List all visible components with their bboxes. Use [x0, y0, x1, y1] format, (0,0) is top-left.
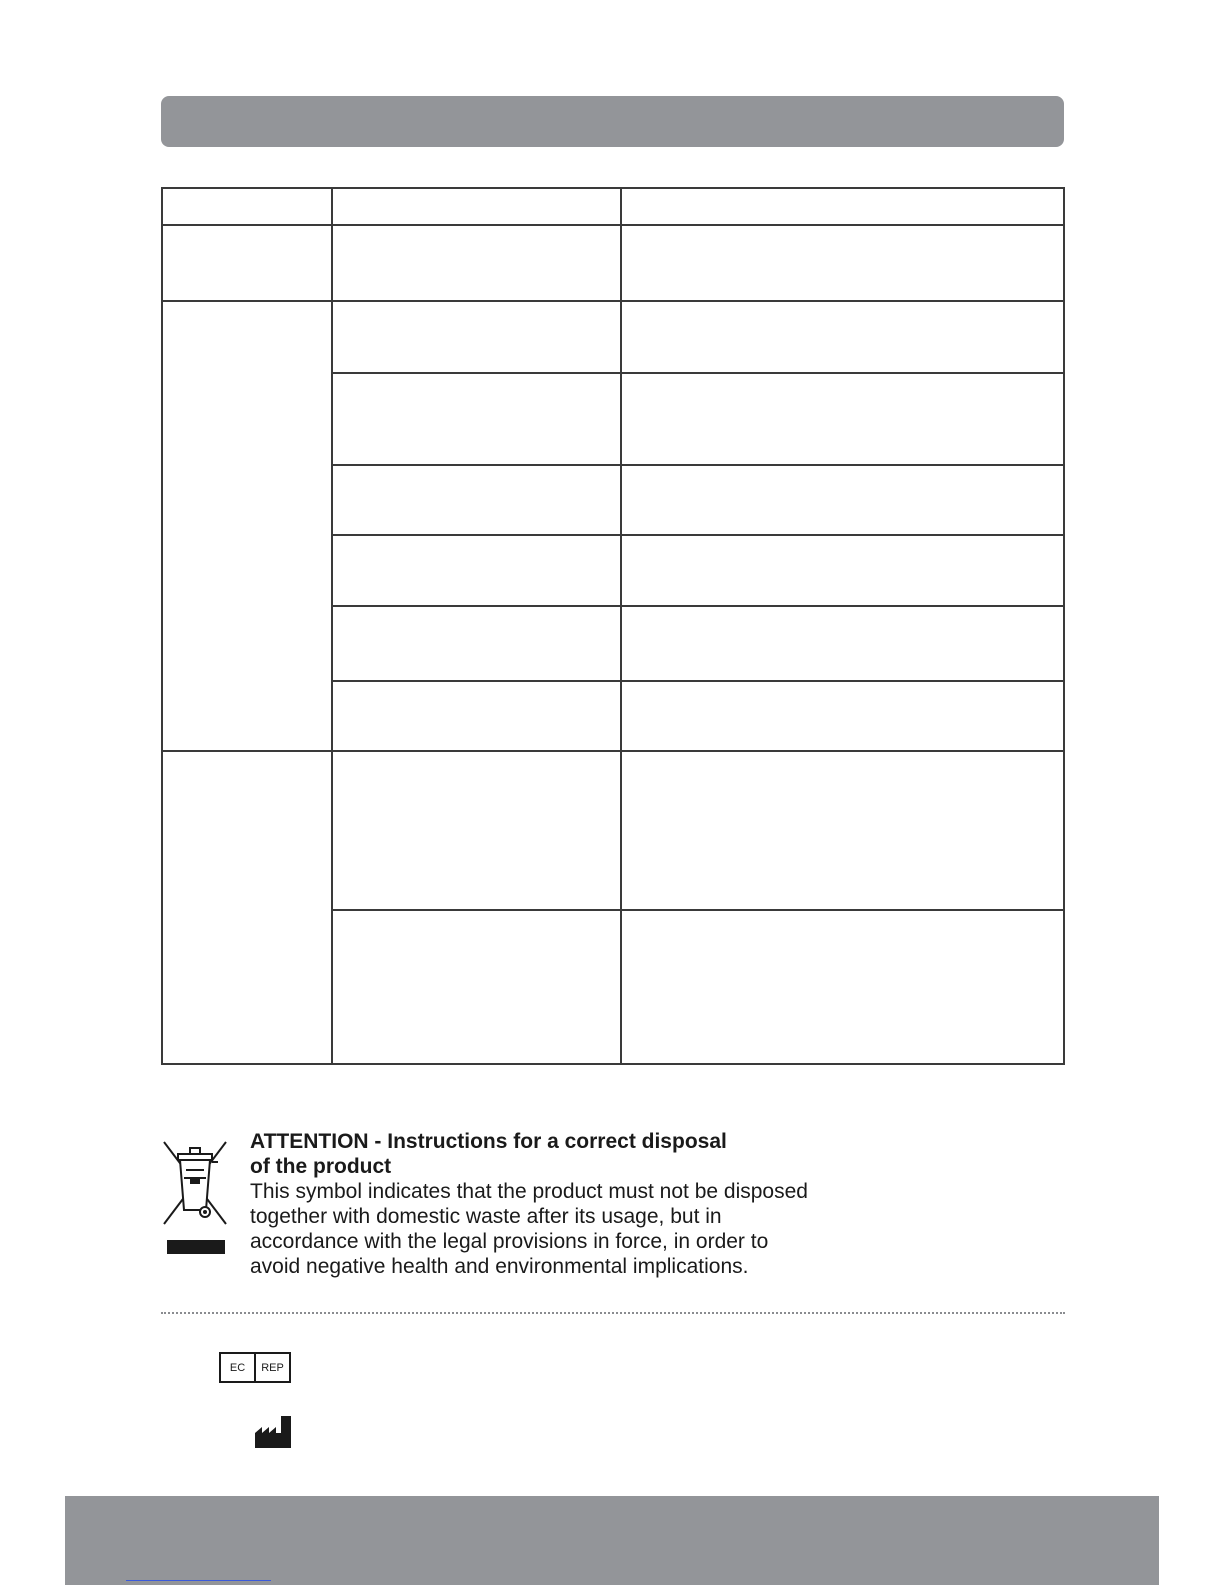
table-border-top	[161, 187, 1065, 189]
table-border-right	[1063, 187, 1065, 1065]
table-subrow-divider	[331, 534, 1065, 536]
table-subrow-divider	[331, 605, 1065, 607]
table-column-divider	[331, 187, 333, 1065]
table-row-divider	[161, 750, 1065, 752]
table-subrow-divider	[331, 372, 1065, 374]
factory-icon	[254, 1415, 292, 1449]
footer-link[interactable]	[126, 1580, 271, 1581]
table-border-bottom	[161, 1063, 1065, 1065]
table-row-divider	[161, 300, 1065, 302]
header-bar	[161, 96, 1064, 147]
table-subrow-divider	[331, 464, 1065, 466]
crossed-out-wheelie-bin-icon	[162, 1138, 228, 1256]
dotted-divider	[161, 1312, 1065, 1314]
disposal-title-line: of the product	[250, 1155, 392, 1178]
disposal-body-line: accordance with the legal provisions in force, in order to	[250, 1230, 769, 1253]
ec-label: EC	[221, 1354, 256, 1381]
disposal-notice	[250, 1129, 930, 1279]
table-border-left	[161, 187, 163, 1065]
table-header-divider	[161, 224, 1065, 226]
table-column-divider	[620, 187, 622, 1065]
table-subrow-divider	[331, 680, 1065, 682]
ec-rep-symbol	[219, 1352, 291, 1383]
disposal-body-line: avoid negative health and environmental implications.	[250, 1255, 749, 1278]
disposal-body-line: This symbol indicates that the product must not be disposed	[250, 1180, 808, 1203]
disposal-title-line: ATTENTION - Instructions for a correct disposal	[250, 1130, 727, 1153]
table-subrow-divider	[331, 909, 1065, 911]
disposal-body-line: together with domestic waste after its usage, but in	[250, 1205, 722, 1228]
rep-label: REP	[261, 1361, 284, 1374]
footer-bar	[65, 1496, 1159, 1585]
